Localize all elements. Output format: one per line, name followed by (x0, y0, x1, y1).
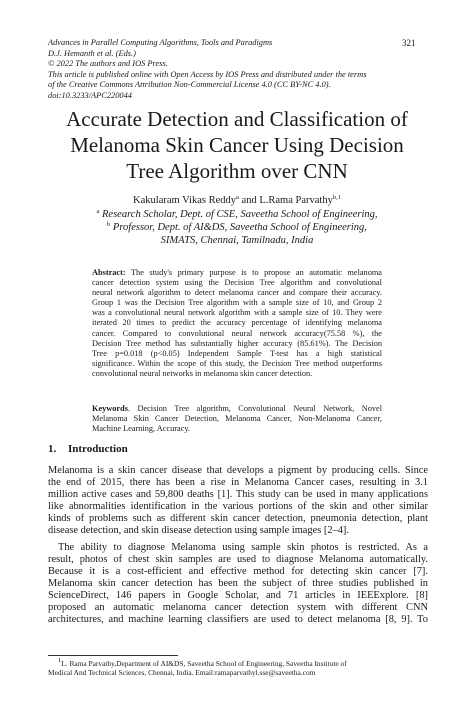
body-line: million active cases and 59,800 deaths [1]. This study can be used in many applications (48, 489, 428, 501)
abstract (92, 268, 382, 379)
author-affil-mark: a (236, 194, 239, 201)
footnote-line: $^1$L. Rama Parvathy,Department of AI&DS, Saveetha School of Engineering, Saveetha Institute of (58, 657, 347, 668)
body-text (48, 465, 428, 626)
page-number: 321 (402, 38, 416, 48)
abstract-line: Tree p=0.018 (p<0.05) Independent Sample T-test has a high statistical (92, 348, 382, 358)
title-line: Accurate Detection and Classification of (66, 107, 408, 131)
body-line: Because it is a cost-efficient and effective method for detecting skin cancer [7]. (48, 565, 428, 577)
keywords-line: Keywords. Decision Tree algorithm, Convolutional Neural Network, Novel (92, 404, 382, 413)
abstract-line: cancer detection system using the Decision Tree algorithm and convolutional (92, 278, 382, 288)
affiliation-line: $^a$ Research Scholar, Dept. of CSE, Saveetha School of Engineering, (96, 208, 378, 220)
abstract-line: Group 1 was the Decision Tree algorithm with a sample size of 10, and Group 2 (92, 298, 382, 308)
header-line: D.J. Hemanth et al. (Eds.) (48, 48, 136, 58)
keywords-line: Melanoma Skin Cancer Detection, Melanoma Cancer, Non-Melanoma Cancer, (92, 414, 382, 424)
keywords (92, 404, 382, 434)
body-line: result, photos of chest skin samples are used to diagnose Melanoma automatically. (48, 553, 428, 565)
affil-mark: a (96, 208, 100, 215)
abstract-line: significance. Within the scope of this study, the Decision Tree method outperforms (92, 358, 382, 368)
footnote-mark: 1 (58, 657, 62, 664)
abstract-line: Decision Tree method has substantially higher accuracy (85.61%). The Decision (92, 338, 382, 348)
body-line: Melanoma is a skin cancer disease that develops a pigment by producing cells. Since (48, 465, 428, 476)
title-line: Melanoma Skin Cancer Using Decision (70, 133, 404, 157)
footnote-rule (48, 655, 178, 656)
body-line: kinds of problems such as different skin cancer detection, pneumonia detection, plant (48, 513, 428, 525)
title-line: Tree Algorithm over CNN (126, 159, 348, 183)
section-heading (48, 443, 128, 456)
footnote (48, 659, 428, 678)
abstract-line: Abstract: The study's primary purpose is to propose an automatic melanoma (92, 268, 382, 277)
affiliation-line: SIMATS, Chennai, Tamilnadu, India (160, 235, 314, 246)
header-line: This article is published online with Open Access by IOS Press and distributed under the terms (48, 69, 367, 79)
author-list (40, 194, 434, 207)
header-line: Advances in Parallel Computing Algorithms, Tools and Paradigms (48, 38, 273, 47)
author-affil-mark: b,1 (332, 194, 341, 201)
paper-title (40, 106, 434, 184)
abstract-line: convolutional neural networks in melanoma skin cancer detection. (92, 368, 313, 378)
abstract-label: Abstract: (92, 268, 126, 277)
section-number: 1. (48, 443, 57, 455)
header-line: © 2022 The authors and IOS Press. (48, 59, 168, 69)
section-title: Introduction (68, 443, 128, 455)
author-name: L.Rama Parvathy (259, 195, 333, 206)
abstract-line: iterated 20 times to predict the accuracy percentage of identifying melanoma (92, 318, 382, 328)
abstract-line: cancer. Compared to convolutional neural network accuracy(75.58 %), the (92, 328, 382, 338)
journal-header (48, 38, 428, 102)
body-line: the end of 2015, there has been a rise in Melanoma Cancer cases, resulting in 3.1 (48, 477, 428, 489)
body-line: proposed an automatic melanoma cancer detection system with different CNN (48, 602, 428, 614)
abstract-line: neural network algorithm to detect melanoma cancer and compare their accuracy. (92, 288, 382, 298)
footnote-line: Medical And Technical Sciences, Chennai, India. Email:ramaparvathyl.sse@saveetha.com (48, 668, 316, 678)
keywords-line: Machine Learning, Accuracy. (92, 424, 191, 434)
affiliations (40, 208, 434, 247)
abstract-line: was a convolutional neural network algorithm with a sample size of 10. They were (92, 308, 382, 318)
doi-line: doi:10.3233/APC220044 (48, 90, 132, 100)
affiliation-line: $^b$ Professor, Dept. of AI&DS, Saveetha School of Engineering, (107, 221, 367, 233)
author-conjunction: and (238, 195, 260, 206)
body-line: The ability to diagnose Melanoma using sample skin photos is restricted. As a (58, 541, 428, 553)
header-line: of the Creative Commons Attribution Non-Commercial License 4.0 (CC BY-NC 4.0). (48, 80, 331, 90)
body-line: Melanoma skin cancer detection has been the subject of three studies published in (48, 577, 428, 589)
keywords-label: Keywords (92, 404, 128, 413)
affil-mark: b (107, 221, 111, 228)
author-name: Kakularam Vikas Reddy (133, 195, 237, 206)
body-line: like abnormalities identification in the various portions of the skin and other similar (48, 501, 428, 513)
body-line: disease detection, and skin disease detection using sample images [2–4]. (48, 525, 349, 537)
body-line: architectures, and machine learning classifiers are used to detect melanoma [8, 9]. To (48, 614, 428, 626)
body-line: ScienceDirect, 146 papers in Google Scholar, and 71 articles in IEEExplore. [8] (48, 589, 428, 601)
